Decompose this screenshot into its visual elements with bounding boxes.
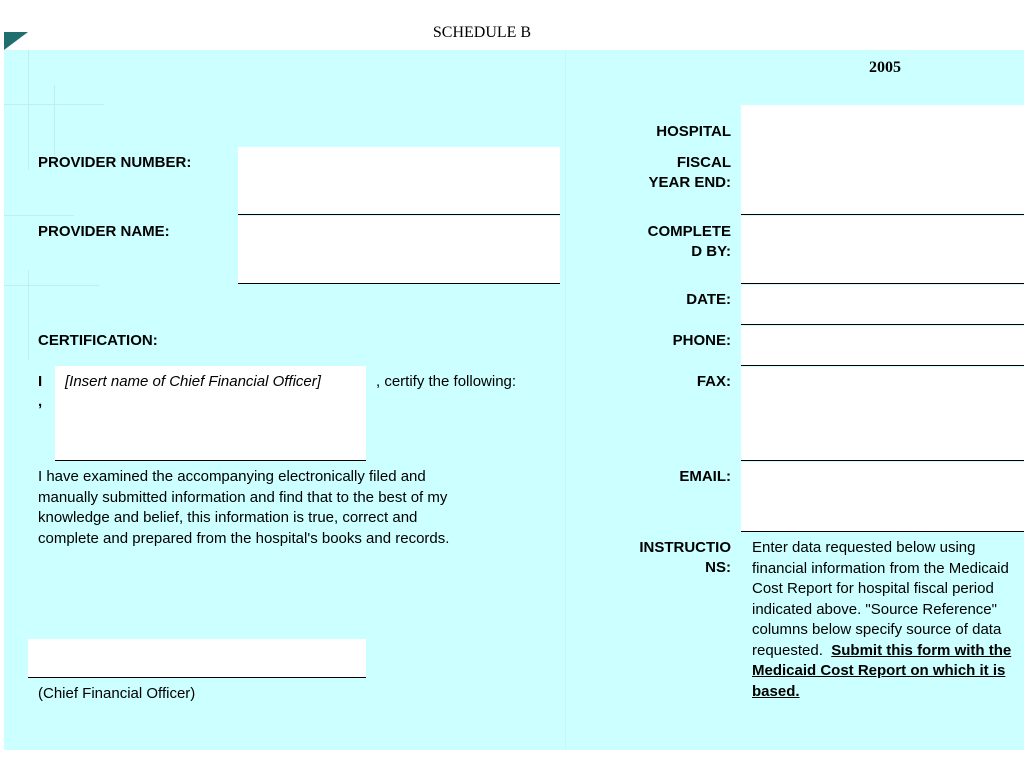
certification-statement: I have examined the accompanying electronically filed and manually submitted information and find that to the best of my knowledge and belief, this information is true, correct and complete and prepared from the hospital's books and records. [38,468,450,547]
decorative-line [4,285,99,286]
certify-comma: , [38,393,43,410]
completed-by-field[interactable] [741,216,1024,284]
fiscal-year-end-label [580,153,731,193]
decorative-line [28,50,29,170]
fiscal-year-end-label-line-2: YEAR END: [648,174,731,191]
phone-label: PHONE: [672,332,731,349]
provider-number-label: PROVIDER NUMBER: [38,154,192,171]
corner-triangle-decoration [4,32,28,50]
email-field[interactable] [741,462,1024,532]
decorative-line [4,215,74,216]
completed-by-label-line-2: D BY: [691,243,731,260]
cfo-name-placeholder: [Insert name of Chief Financial Officer] [65,373,321,390]
cfo-name-field[interactable] [55,366,366,461]
fiscal-year-end-label-line-1: FISCAL [676,154,731,171]
certify-text: , certify the following: [376,373,517,390]
instructions-label-line-2: NS: [705,559,731,576]
phone-field[interactable] [741,326,1024,366]
provider-name-label: PROVIDER NAME: [38,223,170,240]
hospital-fiscal-year-end-field[interactable] [741,105,1024,215]
email-label: EMAIL: [679,468,731,485]
cfo-signature-caption: (Chief Financial Officer) [38,685,196,702]
decorative-line [28,270,29,360]
report-year: 2005 [869,59,901,76]
fax-label: FAX: [696,373,731,390]
instructions-label-line-1: INSTRUCTIO [639,539,731,556]
instructions-submit-note: Submit this form with the Medicaid Cost Report on which it is based. [752,641,1012,700]
instructions-body: Enter data requested below using financial information from the Medicaid Cost Report for hospital fiscal period indicated above. "Source Reference" columns below specify source of data requested. [752,539,1009,659]
instructions-text [752,538,1016,702]
certification-label: CERTIFICATION: [38,332,158,349]
date-field[interactable] [741,285,1024,325]
provider-number-field[interactable] [238,147,560,215]
schedule-title: SCHEDULE B [432,24,532,41]
completed-by-label-line-1: COMPLETE [647,223,731,240]
date-label: DATE: [686,291,731,308]
cfo-signature-field[interactable] [28,639,366,678]
certify-i-label: I [38,373,43,390]
panel-divider [565,50,566,750]
hospital-label: HOSPITAL [656,123,731,140]
provider-name-field[interactable] [238,216,560,284]
instructions-label [580,538,731,578]
fax-field[interactable] [741,367,1024,461]
decorative-line [4,104,104,105]
completed-by-label [580,222,731,262]
